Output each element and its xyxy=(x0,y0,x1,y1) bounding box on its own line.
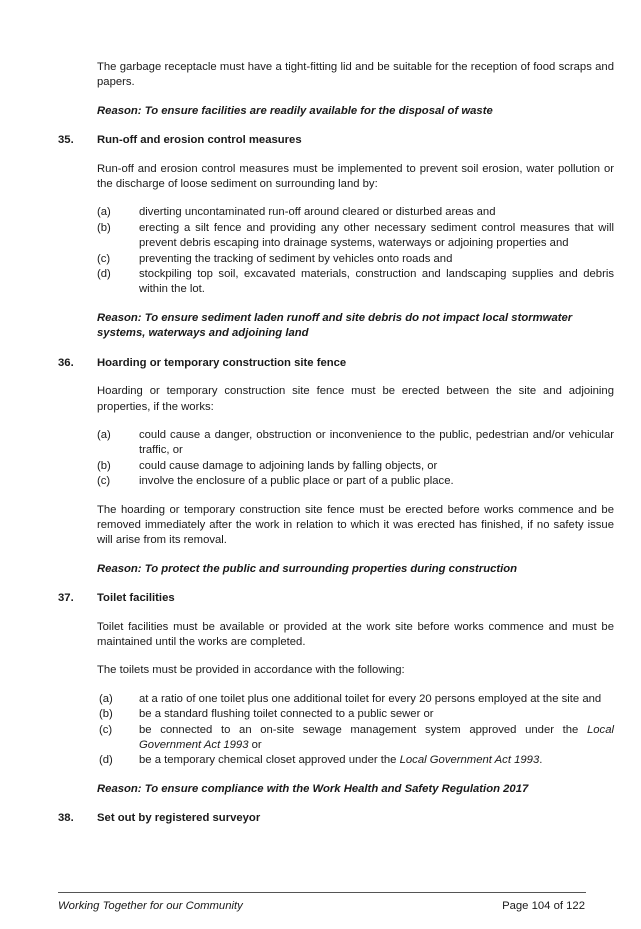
footer-divider xyxy=(58,892,586,893)
list-label: (c) xyxy=(99,723,113,736)
list-text: be a standard flushing toilet connected to a public sewer or xyxy=(139,708,434,721)
footer-tagline: Working Together for our Community xyxy=(58,900,243,912)
list-label: (a) xyxy=(97,206,111,219)
section-35-paragraph: Run-off and erosion control measures must be implemented to prevent soil erosion, water pollution or the discharge of loose sediment on surrounding land by: xyxy=(97,162,614,191)
list-item xyxy=(97,707,614,722)
section-37-list xyxy=(97,692,614,769)
list-text: diverting uncontaminated run-off around cleared or disturbed areas and xyxy=(139,206,496,219)
list-label: (a) xyxy=(97,428,111,441)
list-item xyxy=(97,205,614,220)
intro-paragraph: The garbage receptacle must have a tight-fitting lid and be suitable for the reception of food scraps and papers. xyxy=(97,61,614,89)
section-36-heading xyxy=(58,356,614,371)
section-36-reason: Reason: To protect the public and surrounding properties during construction xyxy=(97,562,518,575)
section-35-reason: Reason: To ensure sediment laden runoff and site debris do not impact local stormwater systems, waterways and adjoining land xyxy=(97,311,573,340)
list-label: (c) xyxy=(97,252,111,265)
section-36-paragraph: Hoarding or temporary construction site fence must be erected between the site and adjoining properties, if the works: xyxy=(97,385,614,413)
intro-reason: Reason: To ensure facilities are readily available for the disposal of waste xyxy=(97,104,493,117)
list-item xyxy=(97,474,614,489)
list-text: at a ratio of one toilet plus one additional toilet for every 20 persons employed at the site and xyxy=(139,692,602,705)
list-text: erecting a silt fence and providing any other necessary sediment control measures that will prevent debris escaping into drainage systems, waterways or adjoining properties and xyxy=(139,221,614,250)
list-text: involve the enclosure of a public place or part of a public place. xyxy=(139,475,454,488)
section-37-reason: Reason: To ensure compliance with the Work Health and Safety Regulation 2017 xyxy=(97,782,529,795)
list-label: (d) xyxy=(97,268,111,281)
section-title: Hoarding or temporary construction site fence xyxy=(97,356,347,369)
section-35-list xyxy=(97,205,614,297)
act-citation: Local Government Act 1993 xyxy=(399,754,540,767)
page-number: Page 104 of 122 xyxy=(502,900,585,912)
section-number: 38. xyxy=(58,812,74,825)
section-number: 35. xyxy=(58,134,74,147)
section-37-paragraph-2: The toilets must be provided in accordance with the following: xyxy=(97,664,405,677)
list-item xyxy=(97,459,614,474)
section-36-list xyxy=(97,428,614,490)
list-item xyxy=(97,221,614,252)
section-37-heading xyxy=(58,591,614,606)
section-title: Toilet facilities xyxy=(97,592,175,605)
section-35-heading xyxy=(58,133,614,148)
section-title: Set out by registered surveyor xyxy=(97,812,261,825)
list-label: (c) xyxy=(97,475,111,488)
list-text: stockpiling top soil, excavated materials, construction and landscaping supplies and debris within the lot. xyxy=(139,268,614,296)
text-part: be a temporary chemical closet approved under the xyxy=(139,754,400,767)
text-part: . xyxy=(539,754,543,767)
list-item xyxy=(97,723,614,754)
section-number: 36. xyxy=(58,356,74,369)
list-text: could cause damage to adjoining lands by falling objects, or xyxy=(139,459,438,472)
list-text: could cause a danger, obstruction or inconvenience to the public, pedestrian and/or vehicular traffic, or xyxy=(139,428,614,457)
list-item xyxy=(97,692,614,707)
list-text: preventing the tracking of sediment by vehicles onto roads and xyxy=(139,252,453,265)
list-item xyxy=(97,753,614,768)
list-label: (a) xyxy=(99,692,113,705)
act-citation: Local Government Act 1993 xyxy=(139,723,614,751)
list-item xyxy=(97,252,614,267)
section-37-paragraph: Toilet facilities must be available or provided at the work site before works commence and must be maintained until the works are completed. xyxy=(97,620,614,648)
text-part: or xyxy=(248,739,262,751)
list-label: (b) xyxy=(99,708,113,721)
list-text xyxy=(139,723,614,754)
section-number: 37. xyxy=(58,592,74,605)
page-content xyxy=(58,60,614,840)
list-label: (d) xyxy=(99,754,113,767)
list-text xyxy=(139,753,614,768)
list-label: (b) xyxy=(97,459,111,472)
text-part: be connected to an on-site sewage management system approved under the xyxy=(139,723,587,736)
list-item xyxy=(97,267,614,298)
section-38-heading xyxy=(58,811,614,826)
section-title: Run-off and erosion control measures xyxy=(97,134,302,147)
section-36-paragraph-2: The hoarding or temporary construction site fence must be erected before works commence and be removed immediately after the work in relation to which it was erected has finished, if no safety issue will arise from its removal. xyxy=(97,503,614,547)
list-label: (b) xyxy=(97,221,111,234)
list-item xyxy=(97,428,614,459)
